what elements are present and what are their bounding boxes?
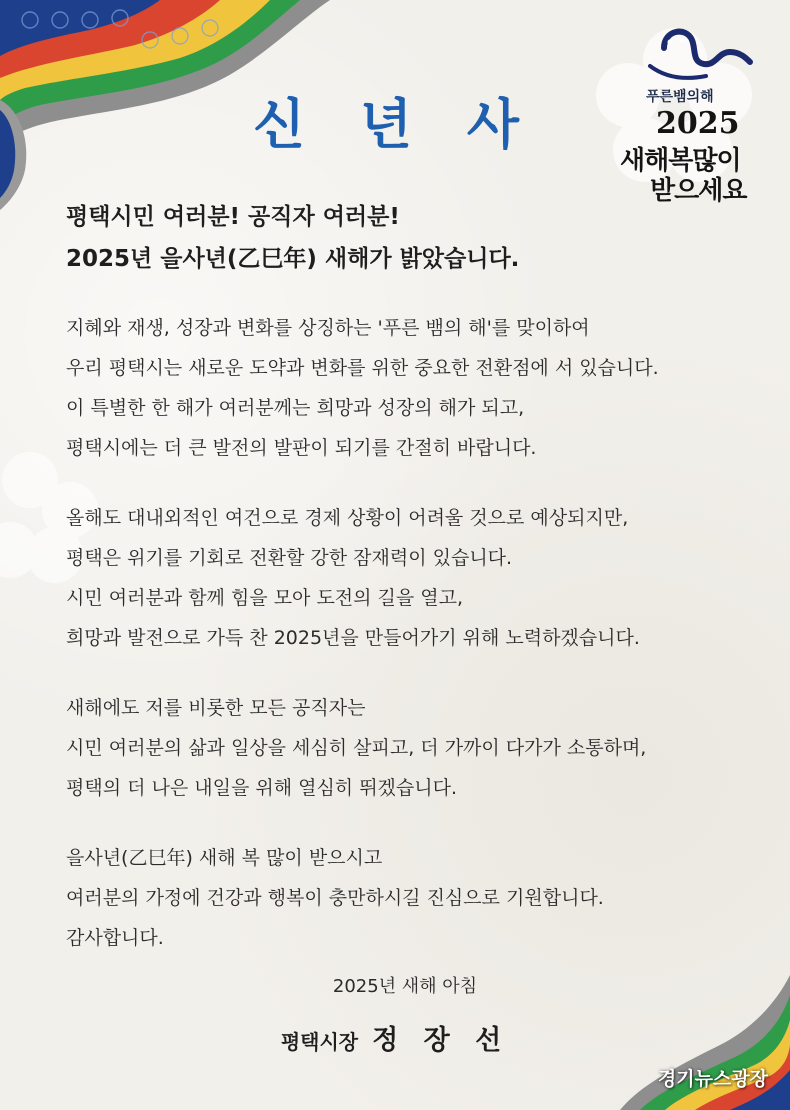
paragraph-line: 올해도 대내외적인 여건으로 경제 상황이 어려울 것으로 예상되지만, [66, 507, 629, 529]
signature-position: 평택시장 [280, 1030, 359, 1054]
paragraph-line: 희망과 발전으로 가득 찬 2025년을 만들어가기 위해 노력하겠습니다. [66, 627, 640, 649]
logo-greeting-line1: 새해복많이 [620, 146, 741, 176]
signature-name: 정 장 선 [372, 1025, 510, 1056]
paragraph-line: 이 특별한 한 해가 여러분께는 희망과 성장의 해가 되고, [66, 397, 525, 419]
paragraph-line: 을사년(乙巳年) 새해 복 많이 받으시고 [66, 847, 383, 869]
logo-greeting-line2: 받으세요 [650, 176, 747, 206]
signature [0, 1018, 790, 1057]
paragraph-line: 새해에도 저를 비롯한 모든 공직자는 [66, 697, 366, 719]
paragraph-line: 지혜와 재생, 성장과 변화를 상징하는 '푸른 뱀의 해'를 맞이하여 [66, 317, 590, 339]
paragraph-line: 평택의 더 나은 내일을 위해 열심히 뛰겠습니다. [66, 777, 458, 799]
paragraph-2 [66, 498, 640, 658]
paragraph-line: 시민 여러분의 삶과 일상을 세심히 살피고, 더 가까이 다가가 소통하며, [66, 737, 647, 759]
paragraph-line: 평택시에는 더 큰 발전의 발판이 되기를 간절히 바랍니다. [66, 437, 537, 459]
paragraph-line: 시민 여러분과 함께 힘을 모아 도전의 길을 열고, [66, 587, 464, 609]
page-title: 신 년 사 [252, 93, 538, 156]
paragraph-3 [66, 688, 646, 808]
paragraph-line: 여러분의 가정에 건강과 행복이 충만하시길 진심으로 기원합니다. [66, 887, 604, 909]
paragraph-4 [66, 838, 604, 958]
paragraph-line: 감사합니다. [66, 927, 164, 949]
paragraph-line: 우리 평택시는 새로운 도약과 변화를 위한 중요한 전환점에 서 있습니다. [66, 357, 659, 379]
greeting [66, 196, 519, 280]
snake-icon [646, 18, 756, 84]
date-line: 2025년 새해 아침 [332, 976, 478, 997]
paragraph-line: 평택은 위기를 기회로 전환할 강한 잠재력이 있습니다. [66, 547, 513, 569]
watermark: 경기뉴스광장 [657, 1068, 768, 1090]
paragraph-1 [66, 308, 659, 468]
logo-year: 2025 [656, 106, 740, 141]
logo-small-text: 푸른뱀의해 [646, 89, 714, 105]
greeting-line: 평택시민 여러분! 공직자 여러분! [66, 204, 400, 230]
greeting-line: 2025년 을사년(乙巳年) 새해가 밝았습니다. [66, 246, 520, 272]
